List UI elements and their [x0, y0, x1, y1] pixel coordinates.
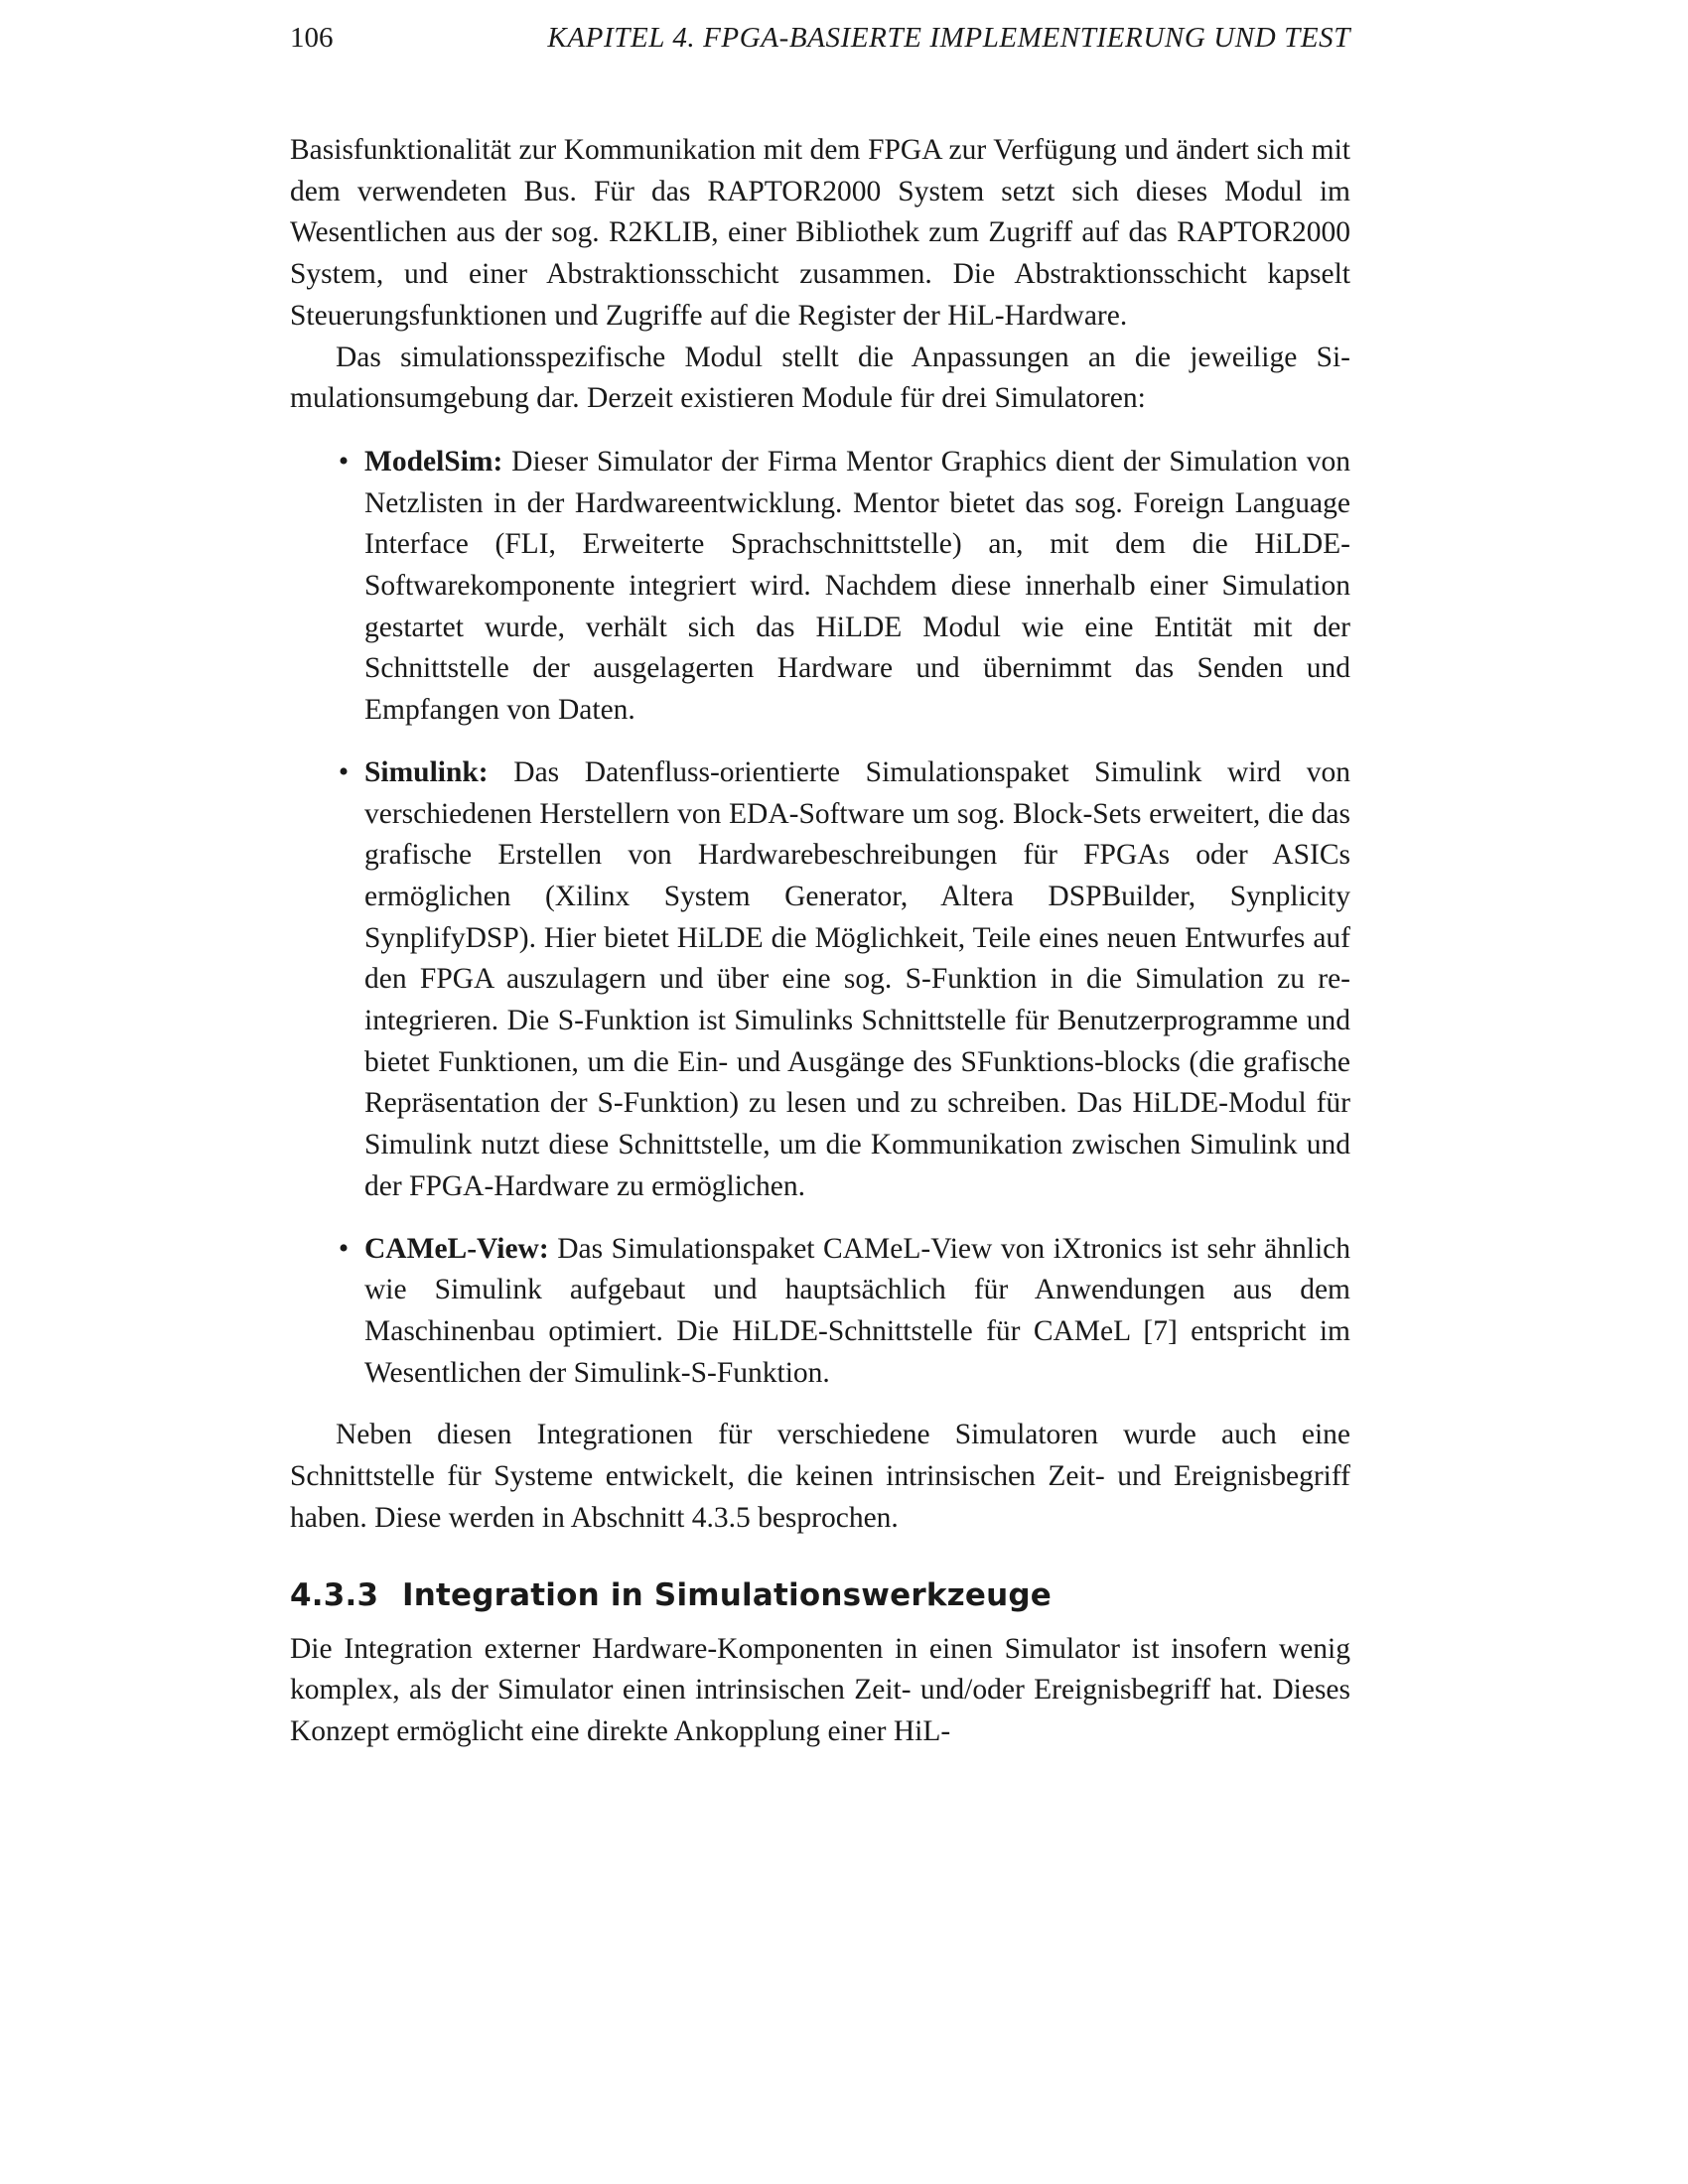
section-title: Integration in Simulationswerkzeuge: [402, 1576, 1052, 1613]
paragraph-3: Neben diesen Integrationen für verschiedene Simulatoren wurde auch eine Schnittstelle für Systeme entwickelt, die keinen intrinsischen Zeit- und Ereignisbegriff haben. Diese werden in Abschnitt 4.3.5 besprochen.: [290, 1419, 1350, 1534]
bullet-icon: •: [338, 445, 350, 478]
paragraph-1: Basisfunktionalität zur Kommunikation mit dem FPGA zur Verfügung und ändert sich mit dem verwendeten Bus. Für das RAPTOR2000 System setzt sich dieses Modul im Wesentlichen aus der sog. R2KLIB, einer Bibliothek zum Zugriff auf das RAPTOR2000 System, und einer Abstraktionsschicht zusammen. Die Abstraktionsschicht kapselt Steuerungsfunktionen und Zugriffe auf die Register der HiL-Hardware.: [290, 134, 1350, 332]
page-number: 106: [290, 22, 334, 54]
list-term: Simulink:: [364, 755, 489, 788]
section-number: 4.3.3: [290, 1576, 379, 1613]
list-item-modelsim: [290, 442, 1350, 732]
list-item-camel-view: [290, 1229, 1350, 1395]
running-header: [290, 18, 1350, 58]
list-text: Dieser Simulator der Firma Mentor Graphics dient der Simulation von Netzlisten in der Hardwareentwicklung. Mentor bietet das sog. Foreign Language Interface (FLI, Erweiterte Sprachschnittstelle) an, mit dem die HiLDE-Softwarekomponente integriert wird. Nachdem diese innerhalb einer Simulation gestartet wurde, verhält sich das HiLDE Modul wie eine Entität mit der Schnittstelle der ausgelagerten Hardware und übernimmt das Senden und Empfangen von Daten.: [364, 445, 1350, 727]
chapter-title: KAPITEL 4. FPGA-BASIERTE IMPLEMENTIERUNG UND TEST: [547, 22, 1350, 54]
paragraph-2: Das simulationsspezifische Modul stellt die Anpassungen an die jeweilige Simulationsumgebung dar. Derzeit existieren Module für drei Simulatoren:: [290, 341, 1350, 415]
simulator-list: [290, 442, 1350, 1394]
paragraph-4: Die Integration externer Hardware-Komponenten in einen Simulator ist insofern wenig komplex, als der Simulator einen intrinsischen Zeit- und/oder Ereignisbegriff hat. Dieses Konzept ermöglicht eine direkte Ankopplung einer HiL-: [290, 1632, 1350, 1747]
list-text: Das Datenfluss-orientierte Simulationspaket Simulink wird von verschiedenen Herstellern von EDA-Software um sog. Block-Sets erweitert, die das grafische Erstellen von Hardwarebeschreibungen für FPGAs oder ASICs ermöglichen (Xilinx System Generator, Altera DSPBuilder, Synplicity SynplifyDSP). Hier bietet HiLDE die Möglichkeit, Teile eines neuen Entwurfes auf den FPGA auszulagern und über eine sog. S-Funktion in die Simulation zu re-integrieren. Die S-Funktion ist Simulinks Schnittstelle für Benutzerprogramme und bietet Funktionen, um die Ein- und Ausgänge des SFunktions-blocks (die grafische Repräsentation der S-Funktion) zu lesen und zu schreiben. Das HiLDE-Modul für Simulink nutzt diese Schnittstelle, um die Kommunikation zwischen Simulink und der FPGA-Hardware zu ermöglichen.: [364, 755, 1350, 1202]
bullet-icon: •: [338, 755, 350, 788]
list-text: Das Simulationspaket CAMeL-View von iXtronics ist sehr ähnlich wie Simulink aufgebaut und hauptsächlich für Anwendungen aus dem Maschinenbau optimiert. Die HiLDE-Schnittstelle für CAMeL [7] entspricht im Wesentlichen der Simulink-S-Funktion.: [364, 1232, 1350, 1389]
list-term: ModelSim:: [364, 445, 503, 478]
bullet-icon: •: [338, 1232, 350, 1265]
list-term: CAMeL-View:: [364, 1232, 549, 1265]
section-heading: [290, 1575, 1350, 1615]
list-item-simulink: [290, 752, 1350, 1208]
body-text: [290, 130, 1350, 1753]
